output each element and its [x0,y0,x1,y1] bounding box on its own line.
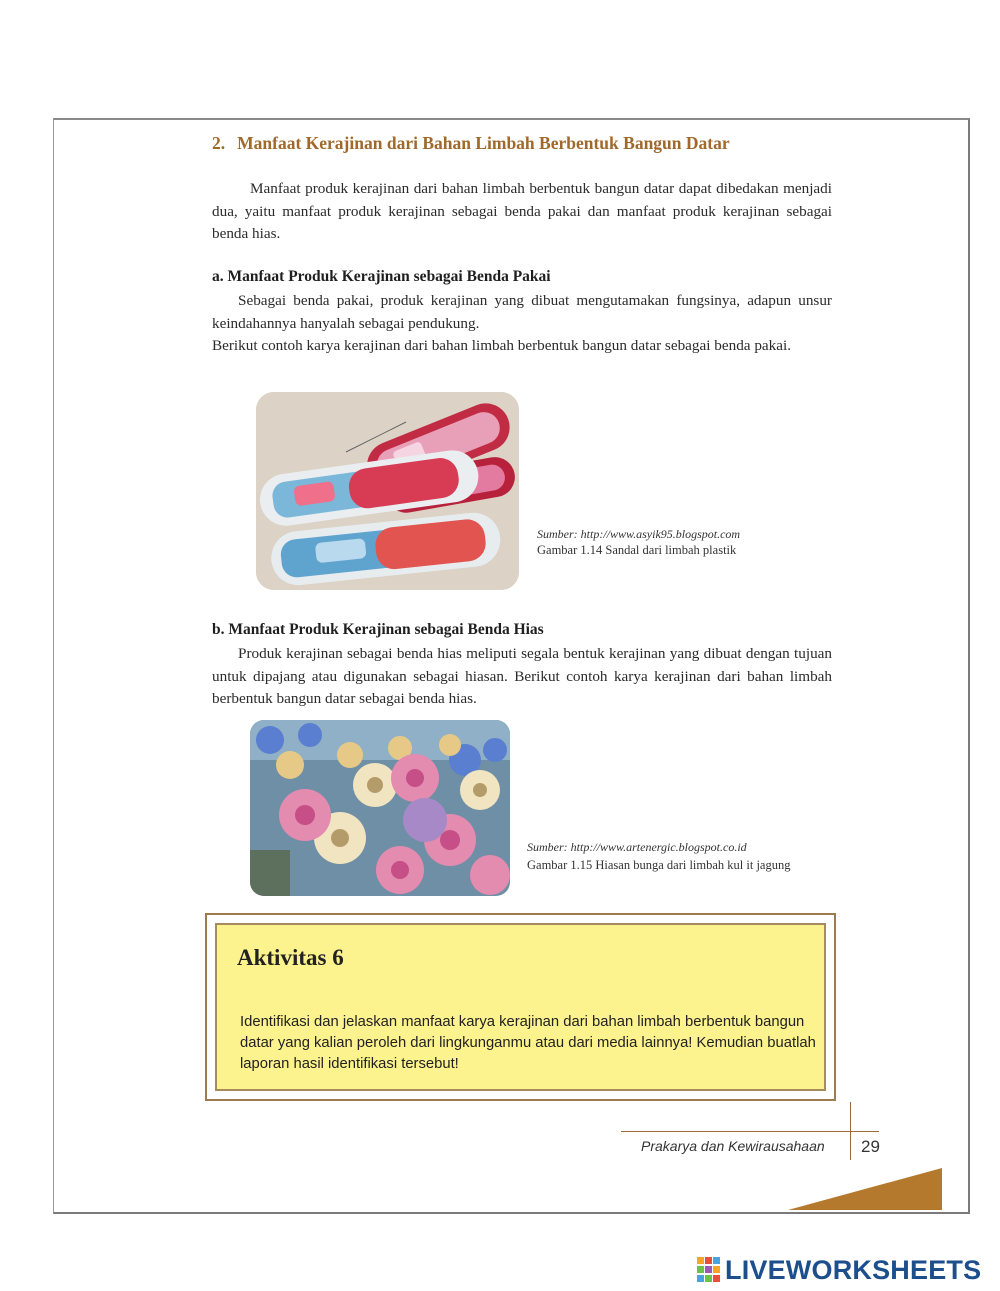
section-title [212,133,730,154]
liveworksheets-brand[interactable] [697,1255,981,1285]
subsection-b-para1: Produk kerajinan sebagai benda hias meliputi segala bentuk kerajinan yang dibuat dengan tujuan untuk dipajang atau digunakan sebagai hiasan. Berikut contoh karya kerajinan dari bahan limbah berbentuk bangun datar sebagai benda hias. [212,645,832,707]
sandal-source: Sumber: http://www.asyik95.blogspot.com [537,527,741,541]
sandal-photo [256,392,519,590]
brand-name: LIVEWORKSHEETS [725,1254,982,1285]
section-number: 2. [212,133,226,153]
footer-book-title: Prakarya dan Kewirausahaan [641,1138,825,1154]
sandal-caption: Gambar 1.14 Sandal dari limbah plastik [537,543,737,557]
activity-text: Identifikasi dan jelaskan manfaat karya kerajinan dari bahan limbah berbentuk bangun datar yang kalian peroleh dari lingkunganmu atau dari media lainnya! Kemudian buatlah laporan hasil identifikasi tersebut! [240,1014,816,1072]
liveworksheets-logo-icon [697,1257,721,1283]
corner-accent [788,1168,942,1210]
flower-source: Sumber: http://www.artenergic.blogspot.co.id [527,840,747,854]
activity-box [205,913,836,1101]
flower-photo [250,720,510,896]
flower-caption: Gambar 1.15 Hiasan bunga dari limbah kul it jagung [527,858,791,872]
subsection-b-title: b. Manfaat Produk Kerajinan sebagai Benda Hias [212,621,544,638]
subsection-a-para2: Berikut contoh karya kerajinan dari bahan limbah berbentuk bangun datar sebagai benda pakai. [212,337,792,354]
page-number: 29 [861,1137,880,1156]
footer-divider [850,1102,851,1160]
section-title-text: Manfaat Kerajinan dari Bahan Limbah Berbentuk Bangun Datar [237,133,730,153]
subsection-a-title: a. Manfaat Produk Kerajinan sebagai Benda Pakai [212,268,551,285]
activity-inner [215,923,826,1091]
activity-title: Aktivitas 6 [237,945,344,970]
subsection-a-para1: Sebagai benda pakai, produk kerajinan yang dibuat mengutamakan fungsinya, adapun unsur keindahannya hanyalah sebagai pendukung. [212,292,832,332]
footer-rule [621,1131,879,1132]
section-intro: Manfaat produk kerajinan dari bahan limbah berbentuk bangun datar dapat dibedakan menjadi dua, yaitu manfaat produk kerajinan sebagai benda pakai dan manfaat produk kerajinan sebagai benda hias. [212,180,832,242]
